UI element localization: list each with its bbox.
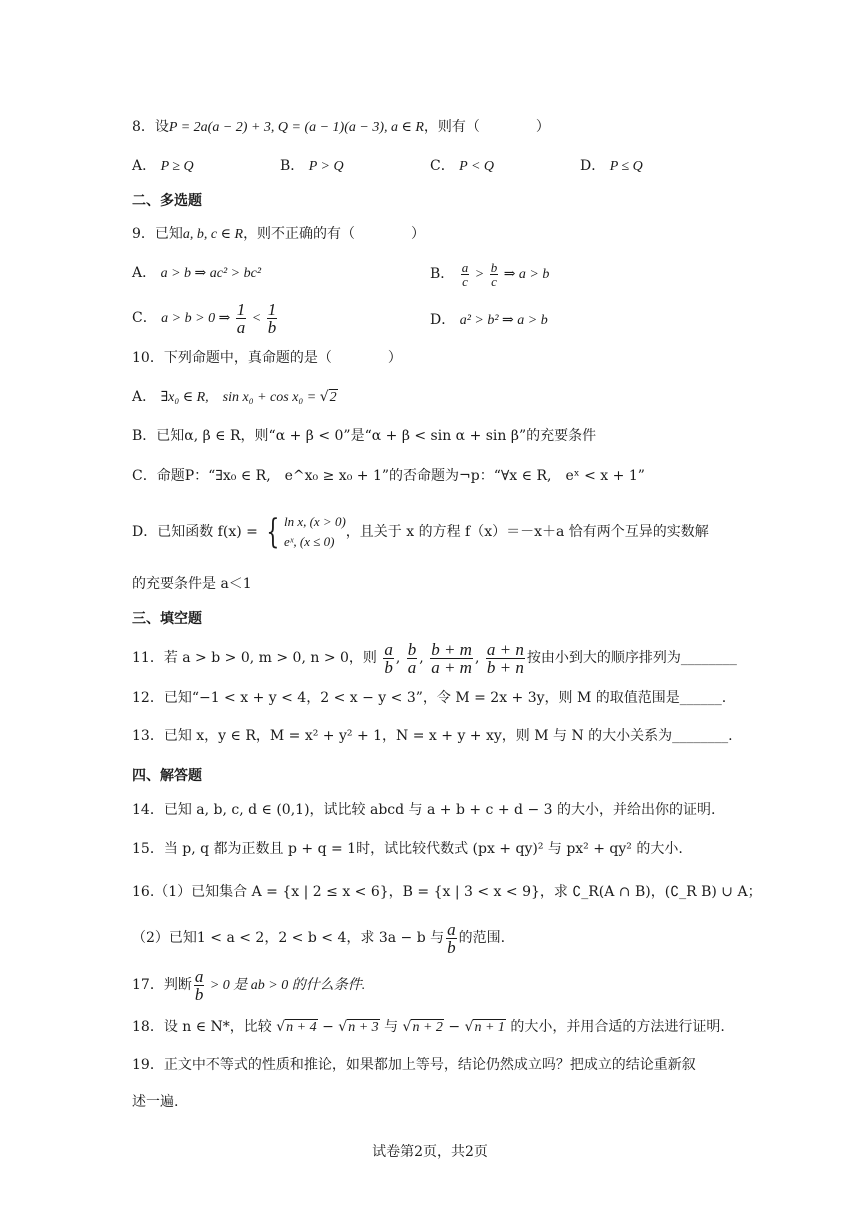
q9-number: 9．已知 bbox=[132, 226, 183, 242]
section-heading-multiple-choice: 二、多选题 bbox=[132, 193, 202, 209]
q17-prefix: 17．判断 bbox=[132, 977, 192, 993]
question-19: 19．正文中不等式的性质和推论，如果都加上等号，结论仍然成立吗？把成立的结论重新叙 bbox=[132, 1057, 696, 1073]
denominator: b + n bbox=[486, 657, 524, 677]
sqrt-radicand: n + 4 bbox=[286, 1020, 317, 1035]
q9-tail: ，则不正确的有（ ） bbox=[243, 226, 426, 242]
piecewise-cases bbox=[284, 512, 346, 552]
question-14: 14．已知 a, b, c, d ∈ (0,1)，试比较 abcd 与 a + b + c + d − 3 的大小，并给出你的证明. bbox=[132, 802, 716, 818]
question-13: 13．已知 x，y ∈ R，M = x² + y² + 1，N = x + y + xy，则 M 与 N 的大小关系为________. bbox=[132, 728, 733, 744]
section-heading-fill-in: 三、填空题 bbox=[132, 611, 202, 627]
fraction bbox=[461, 261, 470, 288]
denominator: b bbox=[267, 317, 277, 337]
fraction bbox=[486, 641, 525, 676]
option-text: P ≤ Q bbox=[609, 159, 643, 174]
denominator: c bbox=[491, 273, 497, 289]
option-text: ∃x₀ ∈ R, sin x₀ + cos x₀ = bbox=[160, 390, 320, 405]
q8-tail: ，则有（ ） bbox=[423, 119, 550, 135]
denominator: a bbox=[236, 317, 246, 337]
connector: 与 bbox=[379, 1019, 403, 1035]
option-text: a > b ⇒ ac² > bc² bbox=[160, 266, 262, 281]
q8-number: 8．设 bbox=[132, 119, 169, 135]
q10-option-c[interactable]: C．命题P：“∃x₀ ∈ R, e^x₀ ≥ x₀ + 1”的否命题为¬p：“∀x ∈ R, eˣ < x + 1” bbox=[132, 468, 645, 484]
operator: > bbox=[471, 267, 488, 282]
q9-option-b[interactable] bbox=[430, 258, 549, 290]
fraction bbox=[194, 968, 205, 1003]
question-8 bbox=[132, 117, 550, 138]
q10-option-d-line2: 的充要条件是 a＜1 bbox=[132, 576, 252, 592]
question-16-part-2 bbox=[132, 920, 505, 956]
option-text-cont: ，且关于 x 的方程 f（x）＝－x＋a 恰有两个互异的实数解 bbox=[345, 524, 709, 540]
denominator: b bbox=[447, 937, 456, 957]
q16b-tail: 的范围. bbox=[458, 930, 506, 946]
fraction bbox=[383, 641, 394, 676]
sqrt-radicand: n + 1 bbox=[474, 1020, 505, 1035]
sqrt-radicand: n + 3 bbox=[348, 1020, 379, 1035]
question-15: 15．当 p, q 都为正数且 p + q = 1时，试比较代数式 (px + qy)² 与 px² + qy² 的大小. bbox=[132, 841, 683, 857]
operator: − bbox=[443, 1019, 465, 1035]
numerator: a + n bbox=[486, 639, 524, 659]
option-text: a > b > 0 ⇒ bbox=[161, 311, 234, 326]
question-19-line2: 述一遍. bbox=[132, 1094, 179, 1110]
q10-option-b[interactable]: B．已知α, β ∈ R，则“α + β < 0”是“α + β < sin α + sin β”的充要条件 bbox=[132, 428, 597, 444]
option-letter: D． bbox=[580, 158, 606, 174]
section-heading-answer: 四、解答题 bbox=[132, 768, 202, 784]
operator: − bbox=[317, 1019, 339, 1035]
numerator: a bbox=[194, 966, 204, 986]
option-text: a² > b² ⇒ a > b bbox=[459, 313, 548, 328]
sqrt-radicand: n + 2 bbox=[412, 1020, 443, 1035]
q11-prefix: 11．若 a > b > 0, m > 0, n > 0，则 bbox=[132, 650, 377, 666]
q8-option-a[interactable] bbox=[132, 156, 194, 177]
q9-option-c[interactable] bbox=[132, 300, 279, 336]
q9-option-d[interactable] bbox=[430, 310, 548, 331]
numerator: b bbox=[407, 639, 417, 659]
q10-option-d[interactable] bbox=[132, 510, 709, 554]
option-text: P ≥ Q bbox=[160, 159, 194, 174]
question-12: 12．已知“−1 < x + y < 4，2 < x − y < 3”，令 M = 2x + 3y，则 M 的取值范围是______. bbox=[132, 690, 727, 706]
option-text: P < Q bbox=[459, 159, 495, 174]
question-18: 18．设 n ∈ N*，比较 √n + 4 − √n + 3 与 √n + 2 − √n + 1 的大小，并用合适的方法进行证明. bbox=[132, 1019, 725, 1035]
denominator: a bbox=[407, 657, 417, 677]
option-text: D．已知函数 f(x) = bbox=[132, 524, 258, 540]
q10-option-a[interactable]: A． ∃x₀ ∈ R, sin x₀ + cos x₀ = √2 bbox=[132, 389, 337, 405]
case-2: eˣ, (x ≤ 0) bbox=[283, 534, 335, 549]
question-9 bbox=[132, 224, 425, 245]
option-letter: C． bbox=[132, 310, 157, 326]
fraction bbox=[236, 301, 247, 336]
q8-stem: P = 2a(a − 2) + 3, Q = (a − 1)(a − 3), a ∈ R bbox=[168, 120, 424, 135]
fraction bbox=[430, 641, 473, 676]
q18-prefix: 18．设 n ∈ N*，比较 bbox=[132, 1019, 277, 1035]
fraction bbox=[490, 261, 499, 288]
denominator: b bbox=[384, 657, 393, 677]
denominator: b bbox=[194, 984, 204, 1004]
question-17 bbox=[132, 967, 365, 1003]
numerator: 1 bbox=[267, 299, 277, 319]
operator: < bbox=[248, 311, 265, 326]
sqrt-radicand: 2 bbox=[329, 390, 337, 405]
option-letter: A． bbox=[132, 158, 157, 174]
page-footer: 试卷第2页，共2页 bbox=[372, 1144, 488, 1160]
denominator: c bbox=[462, 273, 468, 289]
option-letter: A． bbox=[132, 389, 157, 405]
case-1: ln x, (x > 0) bbox=[283, 514, 346, 529]
option-text: P > Q bbox=[308, 159, 344, 174]
numerator: a bbox=[447, 919, 456, 939]
q11-tail: 按由小到大的顺序排列为________ bbox=[526, 650, 737, 666]
q9-stem: a, b, c ∈ R bbox=[182, 227, 244, 242]
numerator: a bbox=[461, 259, 469, 275]
option-letter: B． bbox=[430, 266, 455, 282]
fraction bbox=[407, 641, 418, 676]
q16b-prefix: （2）已知1 < a < 2，2 < b < 4，求 3a − b 与 bbox=[132, 930, 445, 946]
brace-icon: { bbox=[266, 512, 280, 552]
q9-option-a[interactable] bbox=[132, 263, 261, 284]
option-letter: D． bbox=[430, 312, 456, 328]
q8-option-b[interactable] bbox=[280, 156, 344, 177]
q17-tail: > 0 是 ab > 0 的什么条件. bbox=[206, 978, 366, 993]
fraction bbox=[446, 921, 457, 956]
option-text: ⇒ a > b bbox=[500, 267, 550, 282]
q8-option-d[interactable] bbox=[580, 156, 643, 177]
option-letter: C． bbox=[430, 158, 455, 174]
fraction bbox=[267, 301, 278, 336]
numerator: 1 bbox=[236, 299, 246, 319]
question-11: 11．若 a > b > 0, m > 0, n > 0，则 $\frac{a}{b}$ , $\frac{b}{a}$ , $\frac{b + m}{a + m}$ , $\frac{a + n}{b + n}$ 按由小到大的顺序排列为________ bbox=[132, 639, 737, 677]
option-letter: B． bbox=[280, 158, 305, 174]
q18-tail: 的大小，并用合适的方法进行证明. bbox=[505, 1019, 725, 1035]
option-letter: A． bbox=[132, 265, 157, 281]
question-10: 10．下列命题中，真命题的是（ ） bbox=[132, 350, 402, 366]
denominator: a + m bbox=[431, 657, 472, 677]
q8-option-c[interactable] bbox=[430, 156, 494, 177]
numerator: a bbox=[384, 639, 393, 659]
numerator: b bbox=[490, 259, 498, 275]
numerator: b + m bbox=[431, 639, 472, 659]
question-16-part-1: 16.（1）已知集合 A = {x | 2 ≤ x < 6}，B = {x | 3 < x < 9}，求 ∁_R(A ∩ B)，(∁_R B) ∪ A； bbox=[132, 884, 762, 900]
